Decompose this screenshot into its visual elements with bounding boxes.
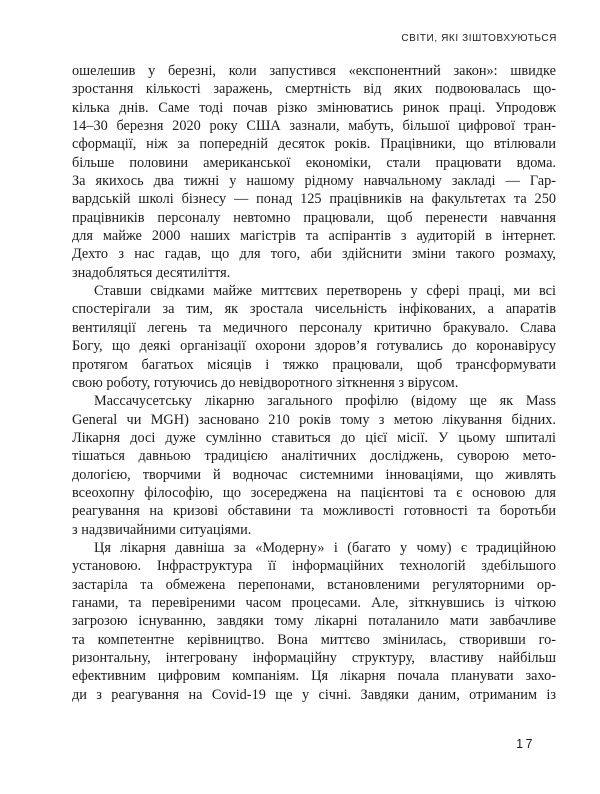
text-line: знадобляться десятиліття.: [72, 264, 231, 281]
text-line: спостерігали за тим, як зростала чисельність інфікованих, а апаратів: [72, 301, 556, 318]
text-line: ефективним цифровим компаніям. Ця лікарня почала планувати захо-: [72, 668, 556, 685]
text-line: свою роботу, готуючись до невідворотного зіткнення з вірусом.: [72, 374, 459, 391]
text-line: всеохопну філософію, що зосереджена на пацієнтові та є основою для: [72, 484, 556, 501]
text-line: ди з реагування на Covid-19 ще у січні. Завдяки даним, отриманим із: [72, 686, 556, 703]
text-line: дологією, творчими й водночас системними інноваціями, що живлять: [72, 466, 556, 483]
text-line: тішаться давньою традицією аналітичних досліджень, суворою мето-: [72, 448, 556, 465]
text-line: Массачусетську лікарню загального профілю (відому ще як Mass: [94, 393, 556, 410]
text-line: Ставши свідками майже миттєвих перетворень у сфері праці, ми всі: [94, 283, 556, 300]
text-line: більше половини американської економіки, стали працювати вдома.: [72, 154, 556, 171]
text-line: з надзвичайними ситуаціями.: [72, 521, 252, 538]
text-line: Лікарня досі дуже сумлінно ставиться до цієї місії. У цьому шпиталі: [72, 429, 556, 446]
text-line: ризонтальну, інтегровану інформаційну структуру, властиву найбільш: [72, 650, 556, 666]
text-line: вардській школі бізнесу — понад 125 працівників на факультетах та 250: [72, 191, 556, 208]
text-line: та компетентне керівництво. Вона миттєво змінилась, створивши го-: [72, 631, 556, 648]
text-line: General чи MGH) засновано 210 років тому з метою лікування бідних.: [72, 411, 556, 428]
text-line: Богу, що деякі організації охорони здоров’я готувались до коронавірусу: [72, 338, 556, 355]
text-line: установою. Інфраструктура її інформаційних технологій здебільшого: [72, 558, 556, 575]
text-line: Ця лікарня давніша за «Модерну» і (багато у чому) є традиційною: [94, 539, 556, 556]
page-number: 17: [516, 737, 535, 751]
text-line: для майже 2000 наших магістрів та аспірантів з аудиторій в інтернет.: [72, 228, 556, 245]
text-line: застаріла та обмежена перепонами, встановленими регуляторними ор-: [72, 576, 556, 593]
text-line: загрозою існуванню, завдяки тому лікарні поталанило мати завбачливе: [72, 613, 556, 630]
text-line: 14–30 березня 2020 року США зазнали, мабуть, більшої цифрової тран-: [72, 118, 556, 135]
text-line: ошелешив у березні, коли запустився «експонентний закон»: швидке: [72, 63, 556, 79]
running-header: СВІТИ, ЯКІ ЗІШТОВХУЮТЬСЯ: [401, 33, 557, 44]
text-line: Дехто з нас гадав, що для того, аби здійснити зміни такого розмаху,: [72, 246, 556, 263]
text-line: працівників персоналу невтомно працювали, щоб перенести навчання: [72, 209, 556, 226]
text-line: протягом багатьох місяців і тяжко працювали, щоб трансформувати: [72, 356, 556, 373]
text-line: реагування на кризові обставини та можливості готовності та боротьби: [72, 503, 556, 520]
text-line: кілька днів. Саме тоді почав різко змінюватись ринок праці. Упродовж: [72, 99, 556, 116]
body-text: [72, 62, 556, 704]
text-line: ганами, та перевіреними часом процесами. Але, зіткнувшись із чіткою: [72, 594, 556, 611]
text-line: зростання кількості заражень, смертність від яких подвоювалась що-: [72, 81, 556, 98]
text-line: вентиляції легень та медичного персоналу критично бракувало. Слава: [72, 319, 556, 336]
text-line: сформації, ніж за попередній десяток років. Працівники, що втілювали: [72, 136, 556, 153]
text-line: За якихось два тижні у нашому рідному навчальному закладі — Гар-: [72, 173, 556, 190]
